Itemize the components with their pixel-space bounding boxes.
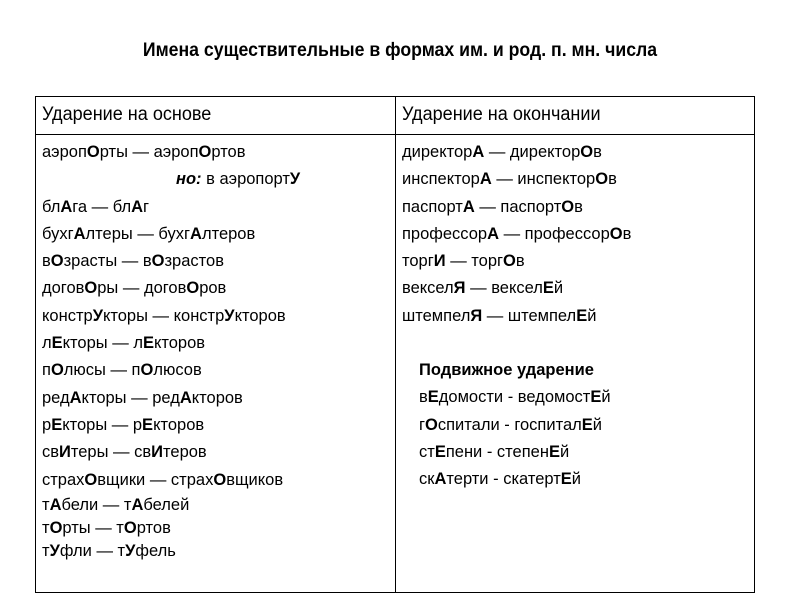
word-text: в — [622, 224, 632, 243]
word-text: теров — [163, 443, 207, 462]
word-text: белей — [143, 495, 190, 514]
stressed-letter: Е — [542, 279, 554, 298]
word-text: — вексел — [465, 279, 543, 298]
word-pair — [42, 467, 300, 494]
word-pair — [402, 384, 631, 411]
word-text: св — [42, 443, 60, 462]
word-text: — штемпел — [482, 306, 577, 325]
stressed-letter: А — [60, 197, 73, 216]
stressed-letter: Е — [548, 442, 560, 461]
word-text: вщики — страх — [97, 470, 214, 489]
stressed-letter: О — [186, 279, 200, 298]
stressed-letter: О — [140, 361, 154, 380]
word-text: в — [419, 388, 428, 407]
mobile-stress-subheading — [402, 357, 631, 384]
word-text: профессор — [402, 224, 488, 243]
word-text: — паспорт — [474, 197, 562, 216]
stressed-letter: Я — [470, 306, 483, 325]
word-pair — [402, 194, 631, 221]
header-divider — [36, 134, 754, 135]
word-text: ст — [419, 442, 435, 461]
word-text: — профессор — [499, 224, 610, 243]
stressed-letter: О — [561, 197, 575, 216]
word-pair — [42, 439, 300, 466]
word-pair — [42, 303, 300, 330]
word-text: г — [143, 197, 150, 216]
stressed-letter: О — [609, 224, 623, 243]
word-text: й — [587, 306, 597, 325]
word-text: фель — [135, 541, 176, 560]
stressed-letter: А — [131, 495, 144, 514]
word-pair — [402, 466, 631, 493]
stressed-letter: О — [49, 518, 63, 537]
word-text: зрасты — в — [63, 252, 152, 271]
word-text: ров — [199, 279, 227, 298]
word-text: в — [42, 252, 51, 271]
stressed-letter: Е — [427, 388, 439, 407]
stressed-letter: О — [198, 143, 212, 161]
stressed-letter: О — [503, 252, 516, 271]
stressed-letter: О — [84, 470, 98, 489]
stressed-letter: Я — [453, 279, 466, 298]
word-text: страх — [42, 470, 85, 489]
word-text: — директор — [484, 143, 581, 161]
stressed-letter: А — [462, 197, 475, 216]
word-pair — [402, 139, 631, 166]
word-pair — [42, 540, 300, 563]
word-text: лтеры — бухг — [85, 224, 191, 243]
stressed-letter: О — [123, 518, 137, 537]
stressed-letter: Е — [142, 334, 154, 353]
stressed-letter: А — [472, 143, 485, 161]
word-text: терти - скатерт — [446, 470, 561, 489]
word-text: й — [559, 442, 570, 461]
word-text: т — [42, 541, 50, 560]
word-pair — [42, 194, 300, 221]
stressed-letter: О — [50, 361, 64, 380]
word-text: й — [571, 470, 581, 489]
word-text: ры — догов — [97, 279, 187, 298]
word-text: рты — т — [62, 518, 124, 537]
stressed-letter: Е — [560, 470, 572, 489]
word-pair — [402, 303, 631, 330]
word-text: констр — [42, 306, 93, 325]
word-text: вщиков — [226, 470, 284, 489]
word-text: лтеров — [201, 224, 256, 243]
word-text: домости - ведомост — [438, 388, 591, 407]
word-pair — [402, 439, 631, 466]
word-text: й — [601, 388, 611, 407]
word-text: кторов — [153, 334, 206, 353]
stressed-letter: Е — [434, 442, 446, 461]
word-pair — [42, 494, 300, 517]
word-pair — [42, 412, 300, 439]
stress-table — [35, 96, 755, 593]
word-text: ред — [42, 388, 70, 407]
word-text: бл — [42, 197, 61, 216]
stressed-letter: А — [49, 495, 62, 514]
word-pair — [402, 221, 631, 248]
stressed-letter: У — [92, 306, 103, 325]
stressed-letter: А — [434, 470, 447, 489]
stressed-letter: А — [487, 224, 499, 243]
stressed-letter: А — [73, 224, 86, 243]
word-text: кторов — [191, 388, 243, 407]
stressed-letter: И — [151, 443, 164, 462]
stressed-letter: У — [125, 541, 136, 560]
stressed-letter: А — [179, 388, 192, 407]
word-text: й — [592, 415, 602, 434]
page-title: Имена существительные в формах им. и род. п. мн. числа — [142, 40, 658, 61]
word-pair — [42, 385, 300, 412]
word-text: рты — аэроп — [99, 143, 199, 161]
word-pair — [402, 412, 631, 439]
word-text: директор — [402, 143, 473, 161]
word-text: п — [42, 361, 51, 380]
exception-note — [42, 166, 300, 193]
word-text: аэроп — [42, 143, 87, 161]
word-text: спитали - госпитал — [437, 415, 582, 434]
stressed-letter: Е — [576, 306, 588, 325]
header-ending-stress: Ударение на окончании — [402, 104, 601, 125]
word-pair — [42, 275, 300, 302]
stressed-letter: Е — [581, 415, 593, 434]
word-text: паспорт — [402, 197, 463, 216]
word-text: зрастов — [164, 252, 224, 271]
stressed-letter: У — [49, 541, 60, 560]
word-pair — [42, 139, 300, 166]
word-text: в — [574, 197, 583, 216]
word-text: пени - степен — [445, 442, 549, 461]
word-text: — инспектор — [491, 170, 596, 189]
stressed-letter: У — [289, 170, 301, 189]
word-text: торг — [402, 252, 434, 271]
word-pair — [402, 248, 631, 275]
word-text: т — [42, 518, 50, 537]
note-label: но: — [176, 170, 202, 189]
word-pair — [42, 517, 300, 540]
stressed-letter: О — [425, 415, 438, 434]
word-text: в аэропорт — [201, 170, 290, 189]
stressed-letter: О — [595, 170, 609, 189]
word-text: люсы — п — [63, 361, 141, 380]
word-text: ртов — [211, 143, 246, 161]
stressed-letter: Е — [51, 334, 63, 353]
word-pair — [42, 330, 300, 357]
stressed-letter: У — [224, 306, 235, 325]
stressed-letter: А — [479, 170, 492, 189]
word-text: кторы — ред — [81, 388, 180, 407]
stem-stress-list — [42, 139, 300, 563]
word-text: кторы — л — [62, 334, 143, 353]
ending-stress-list — [402, 139, 631, 494]
stressed-letter: И — [433, 252, 446, 271]
spacer — [402, 330, 631, 357]
word-text: в — [608, 170, 617, 189]
stressed-letter: О — [84, 279, 98, 298]
word-text: ск — [419, 470, 435, 489]
word-text: кторы — р — [62, 415, 143, 434]
stressed-letter: А — [69, 388, 82, 407]
stressed-letter: О — [580, 143, 594, 161]
word-text: л — [42, 334, 52, 353]
word-text: г — [419, 415, 426, 434]
word-text: т — [42, 495, 50, 514]
word-text: р — [42, 415, 52, 434]
word-text: кторов — [234, 306, 286, 325]
header-stem-stress: Ударение на основе — [42, 104, 212, 125]
word-text: в — [593, 143, 602, 161]
word-text: бухг — [42, 224, 74, 243]
stressed-letter: Е — [142, 415, 154, 434]
word-text: ртов — [136, 518, 171, 537]
word-pair — [42, 357, 300, 384]
word-text: штемпел — [402, 306, 471, 325]
word-pair — [42, 221, 300, 248]
stressed-letter: Е — [51, 415, 63, 434]
word-pair — [402, 166, 631, 193]
column-divider — [395, 97, 396, 592]
word-text: люсов — [153, 361, 202, 380]
word-text: инспектор — [402, 170, 480, 189]
stressed-letter: О — [151, 252, 165, 271]
word-text: в — [515, 252, 525, 271]
stressed-letter: О — [86, 143, 100, 161]
word-text: кторы — констр — [102, 306, 225, 325]
stressed-letter: А — [131, 197, 144, 216]
stressed-letter: Подвижное ударение — [419, 361, 594, 380]
word-text: вексел — [402, 279, 454, 298]
word-text: кторов — [153, 415, 205, 434]
word-text: — торг — [445, 252, 504, 271]
stressed-letter: О — [50, 252, 64, 271]
word-text: догов — [42, 279, 85, 298]
stressed-letter: О — [213, 470, 227, 489]
word-text: га — бл — [72, 197, 132, 216]
word-text: теры — св — [70, 443, 152, 462]
word-pair — [42, 248, 300, 275]
stressed-letter: Е — [590, 388, 602, 407]
word-text: фли — т — [59, 541, 126, 560]
stressed-letter: И — [59, 443, 71, 462]
word-pair — [402, 275, 631, 302]
stressed-letter: А — [190, 224, 202, 243]
word-text: й — [553, 279, 564, 298]
word-text: бели — т — [61, 495, 132, 514]
